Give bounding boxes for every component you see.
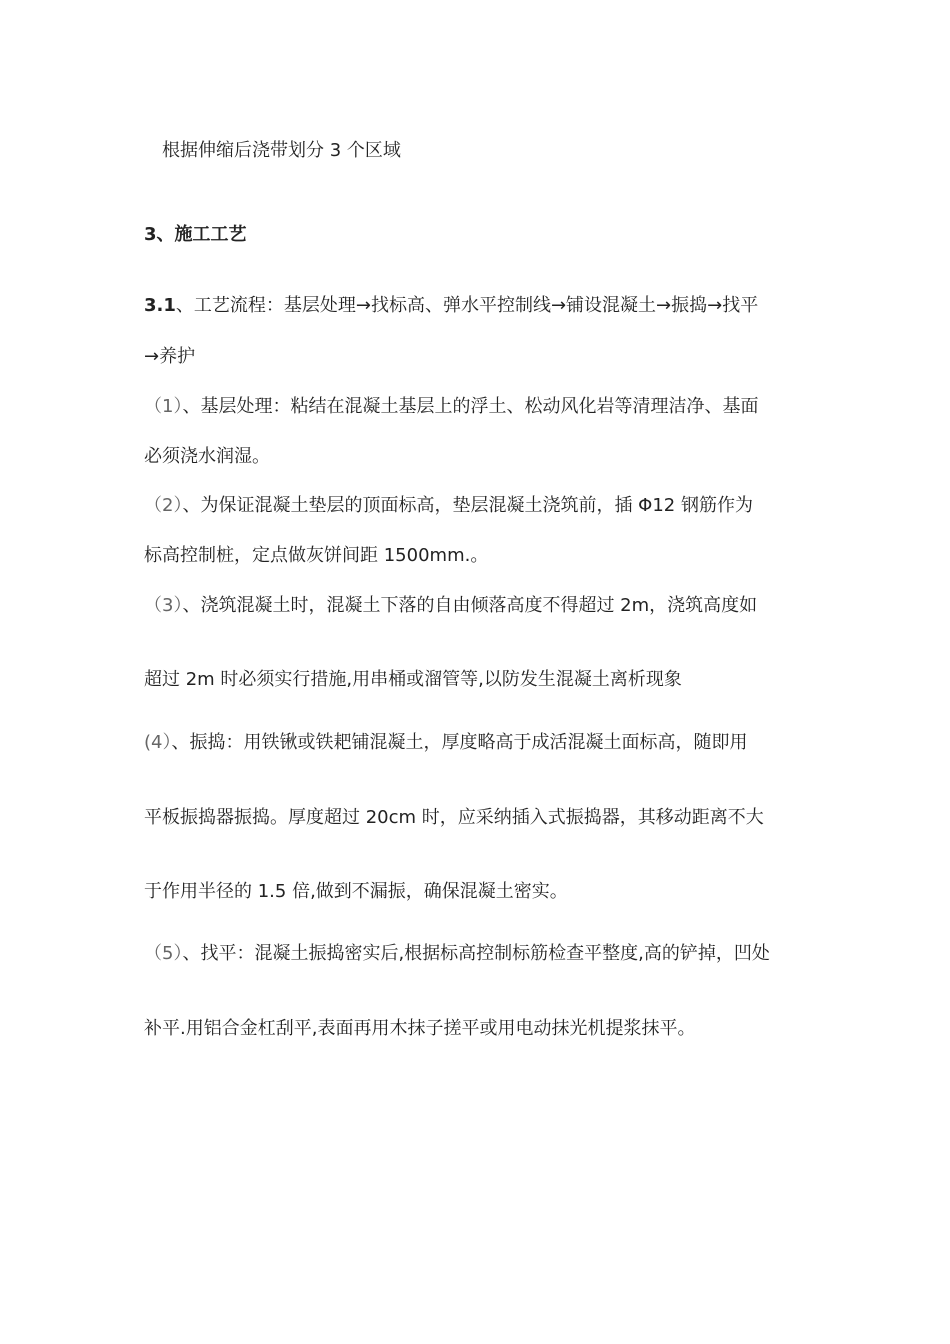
item-5-line-1: [144, 942, 770, 966]
step-3-1-line-2: →养护: [144, 346, 196, 367]
item-marker: （5）: [144, 943, 183, 964]
item-text: 、为保证混凝土垫层的顶面标高，垫层混凝土浇筑前，插 Φ12 钢筋作为: [182, 495, 753, 516]
section-heading: 3、施工工艺: [144, 224, 247, 245]
item-3-line-1: [144, 594, 757, 618]
item-1-line-1: [144, 395, 758, 419]
step-text: 、工艺流程：基层处理→找标高、弹水平控制线→铺设混凝土→振捣→找平: [175, 295, 759, 316]
item-marker: （1）: [144, 396, 183, 417]
item-text: 、振捣：用铁锹或铁耙铺混凝土，厚度略高于成活混凝土面标高，随即用: [171, 732, 748, 753]
item-1-line-2: 必须浇水润湿。: [144, 446, 270, 467]
item-4-line-1: [144, 731, 747, 755]
intro-paragraph: 根据伸缩后浇带划分 3 个区域: [162, 140, 401, 161]
item-2-line-1: [144, 494, 753, 518]
item-marker: （2）: [144, 495, 183, 516]
item-2-line-2: 标高控制桩，定点做灰饼间距 1500mm.。: [144, 545, 489, 566]
item-5-line-2: 补平.用铝合金杠刮平,表面再用木抹子搓平或用电动抹光机提浆抹平。: [144, 1018, 696, 1039]
item-3-line-2: 超过 2m 时必须实行措施,用串桶或溜管等,以防发生混凝土离析现象: [144, 669, 682, 690]
item-marker: (4）: [144, 732, 172, 753]
step-number: 3.1: [144, 295, 176, 316]
item-text: 、基层处理：粘结在混凝土基层上的浮土、松动风化岩等清理洁净、基面: [182, 396, 759, 417]
item-text: 、找平：混凝土振捣密实后,根据标高控制标筋检查平整度,高的铲掉，凹处: [182, 943, 770, 964]
step-3-1-line-1: [144, 294, 758, 318]
item-marker: （3）: [144, 595, 183, 616]
item-4-line-2: 平板振捣器振捣。厚度超过 20cm 时，应采纳插入式振捣器，其移动距离不大: [144, 807, 764, 828]
item-4-line-3: 于作用半径的 1.5 倍,做到不漏振，确保混凝土密实。: [144, 881, 568, 902]
item-text: 、浇筑混凝土时，混凝土下落的自由倾落高度不得超过 2m，浇筑高度如: [182, 595, 758, 616]
